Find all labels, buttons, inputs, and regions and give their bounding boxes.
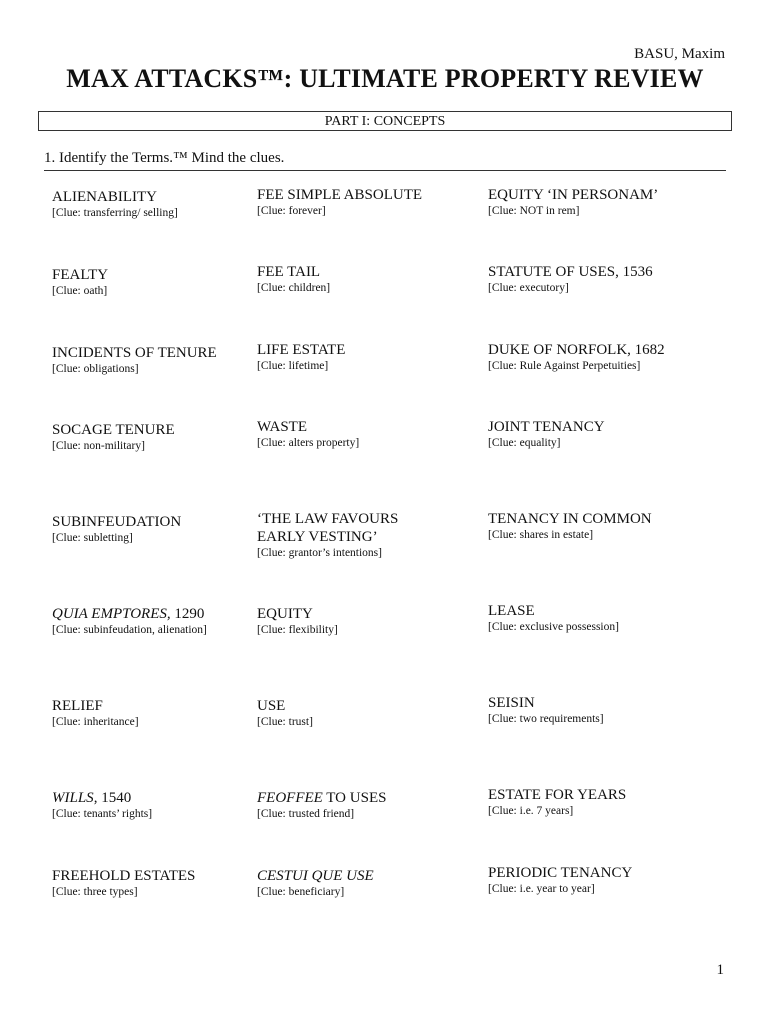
term-name: FREEHOLD ESTATES [52, 868, 196, 884]
term-clue: [Clue: trust] [257, 716, 313, 728]
term-name: DUKE OF NORFOLK, 1682 [488, 342, 665, 358]
term-item [488, 186, 708, 219]
term-clue: [Clue: i.e. 7 years] [488, 805, 574, 817]
term-item [488, 341, 708, 374]
page-title: MAX ATTACKS™: ULTIMATE PROPERTY REVIEW [66, 64, 704, 93]
term-item [488, 263, 708, 296]
term-name: EQUITY [257, 606, 313, 622]
term-name: FEE TAIL [257, 264, 321, 280]
term-item [488, 694, 708, 727]
term-item [52, 867, 272, 900]
term-item [52, 421, 272, 454]
term-clue: [Clue: obligations] [52, 363, 139, 375]
term-clue: [Clue: two requirements] [488, 713, 604, 725]
term-name [52, 605, 272, 623]
term-name [257, 789, 477, 807]
term-item [488, 864, 708, 897]
term-item [257, 186, 477, 219]
term-name-rest: 1290 [170, 606, 205, 622]
term-item [257, 510, 477, 561]
term-clue: [Clue: trusted friend] [257, 808, 355, 820]
term-name: EQUITY ‘IN PERSONAM’ [488, 187, 659, 203]
term-clue: [Clue: lifetime] [257, 360, 329, 372]
term-item [52, 697, 272, 730]
term-clue: [Clue: subletting] [52, 532, 133, 544]
term-clue: [Clue: exclusive possession] [488, 621, 619, 633]
term-clue: [Clue: non-military] [52, 440, 145, 452]
term-name-italic: QUIA EMPTORES, [52, 606, 171, 622]
term-clue: [Clue: three types] [52, 886, 138, 898]
term-clue: [Clue: beneficiary] [257, 886, 345, 898]
term-name-italic: WILLS [52, 790, 94, 806]
term-name: LIFE ESTATE [257, 342, 346, 358]
term-name-rest: , 1540 [93, 790, 132, 806]
term-clue: [Clue: NOT in rem] [488, 205, 580, 217]
term-clue: [Clue: forever] [257, 205, 326, 217]
term-clue: [Clue: children] [257, 282, 331, 294]
term-item [257, 867, 477, 900]
term-item [257, 341, 477, 374]
term-name: PERIODIC TENANCY [488, 865, 633, 881]
term-clue: [Clue: inheritance] [52, 716, 139, 728]
term-name: INCIDENTS OF TENURE [52, 345, 217, 361]
term-clue: [Clue: equality] [488, 437, 561, 449]
term-name: SUBINFEUDATION [52, 514, 182, 530]
term-clue: [Clue: grantor’s intentions] [257, 547, 382, 559]
term-clue: [Clue: alters property] [257, 437, 360, 449]
term-name: FEE SIMPLE ABSOLUTE [257, 187, 423, 203]
term-name: USE [257, 698, 286, 714]
term-name: FEALTY [52, 267, 109, 283]
term-name: ESTATE FOR YEARS [488, 787, 627, 803]
term-item [488, 418, 708, 451]
term-clue: [Clue: tenants’ rights] [52, 808, 153, 820]
term-clue: [Clue: shares in estate] [488, 529, 594, 541]
term-item [52, 266, 272, 299]
term-name: TENANCY IN COMMON [488, 511, 652, 527]
term-name: SEISIN [488, 695, 535, 711]
term-name-rest: TO USES [322, 790, 387, 806]
author-name: BASU, Maxim [634, 46, 725, 62]
term-item [488, 786, 708, 819]
term-item [52, 344, 272, 377]
term-clue: [Clue: transferring/ selling] [52, 207, 178, 219]
term-clue: [Clue: flexibility] [257, 624, 338, 636]
term-name [257, 867, 477, 885]
term-item [52, 188, 272, 221]
term-name-italic: CESTUI QUE USE [257, 868, 374, 884]
term-item [488, 602, 708, 635]
term-item [52, 513, 272, 546]
term-clue: [Clue: i.e. year to year] [488, 883, 595, 895]
page-number: 1 [716, 962, 724, 978]
term-clue: [Clue: executory] [488, 282, 569, 294]
term-item [52, 789, 272, 822]
term-name-italic: FEOFFEE [257, 790, 323, 806]
term-name: ‘THE LAW FAVOURS EARLY VESTING’ [257, 511, 399, 545]
term-item [52, 605, 272, 638]
term-name: JOINT TENANCY [488, 419, 605, 435]
term-name: WASTE [257, 419, 307, 435]
term-name [52, 789, 272, 807]
term-name: STATUTE OF USES, 1536 [488, 264, 653, 280]
term-clue: [Clue: subinfeudation, alienation] [52, 624, 207, 636]
question-prompt: 1. Identify the Terms.™ Mind the clues. [44, 150, 726, 171]
term-name: RELIEF [52, 698, 103, 714]
term-item [488, 510, 708, 543]
term-item [257, 697, 477, 730]
term-clue: [Clue: oath] [52, 285, 108, 297]
term-name: ALIENABILITY [52, 189, 157, 205]
term-item [257, 263, 477, 296]
term-item [257, 605, 477, 638]
term-item [257, 789, 477, 822]
part-heading: PART I: CONCEPTS [38, 111, 732, 131]
term-item [257, 418, 477, 451]
term-name: LEASE [488, 603, 535, 619]
term-name: SOCAGE TENURE [52, 422, 175, 438]
term-clue: [Clue: Rule Against Perpetuities] [488, 360, 641, 372]
